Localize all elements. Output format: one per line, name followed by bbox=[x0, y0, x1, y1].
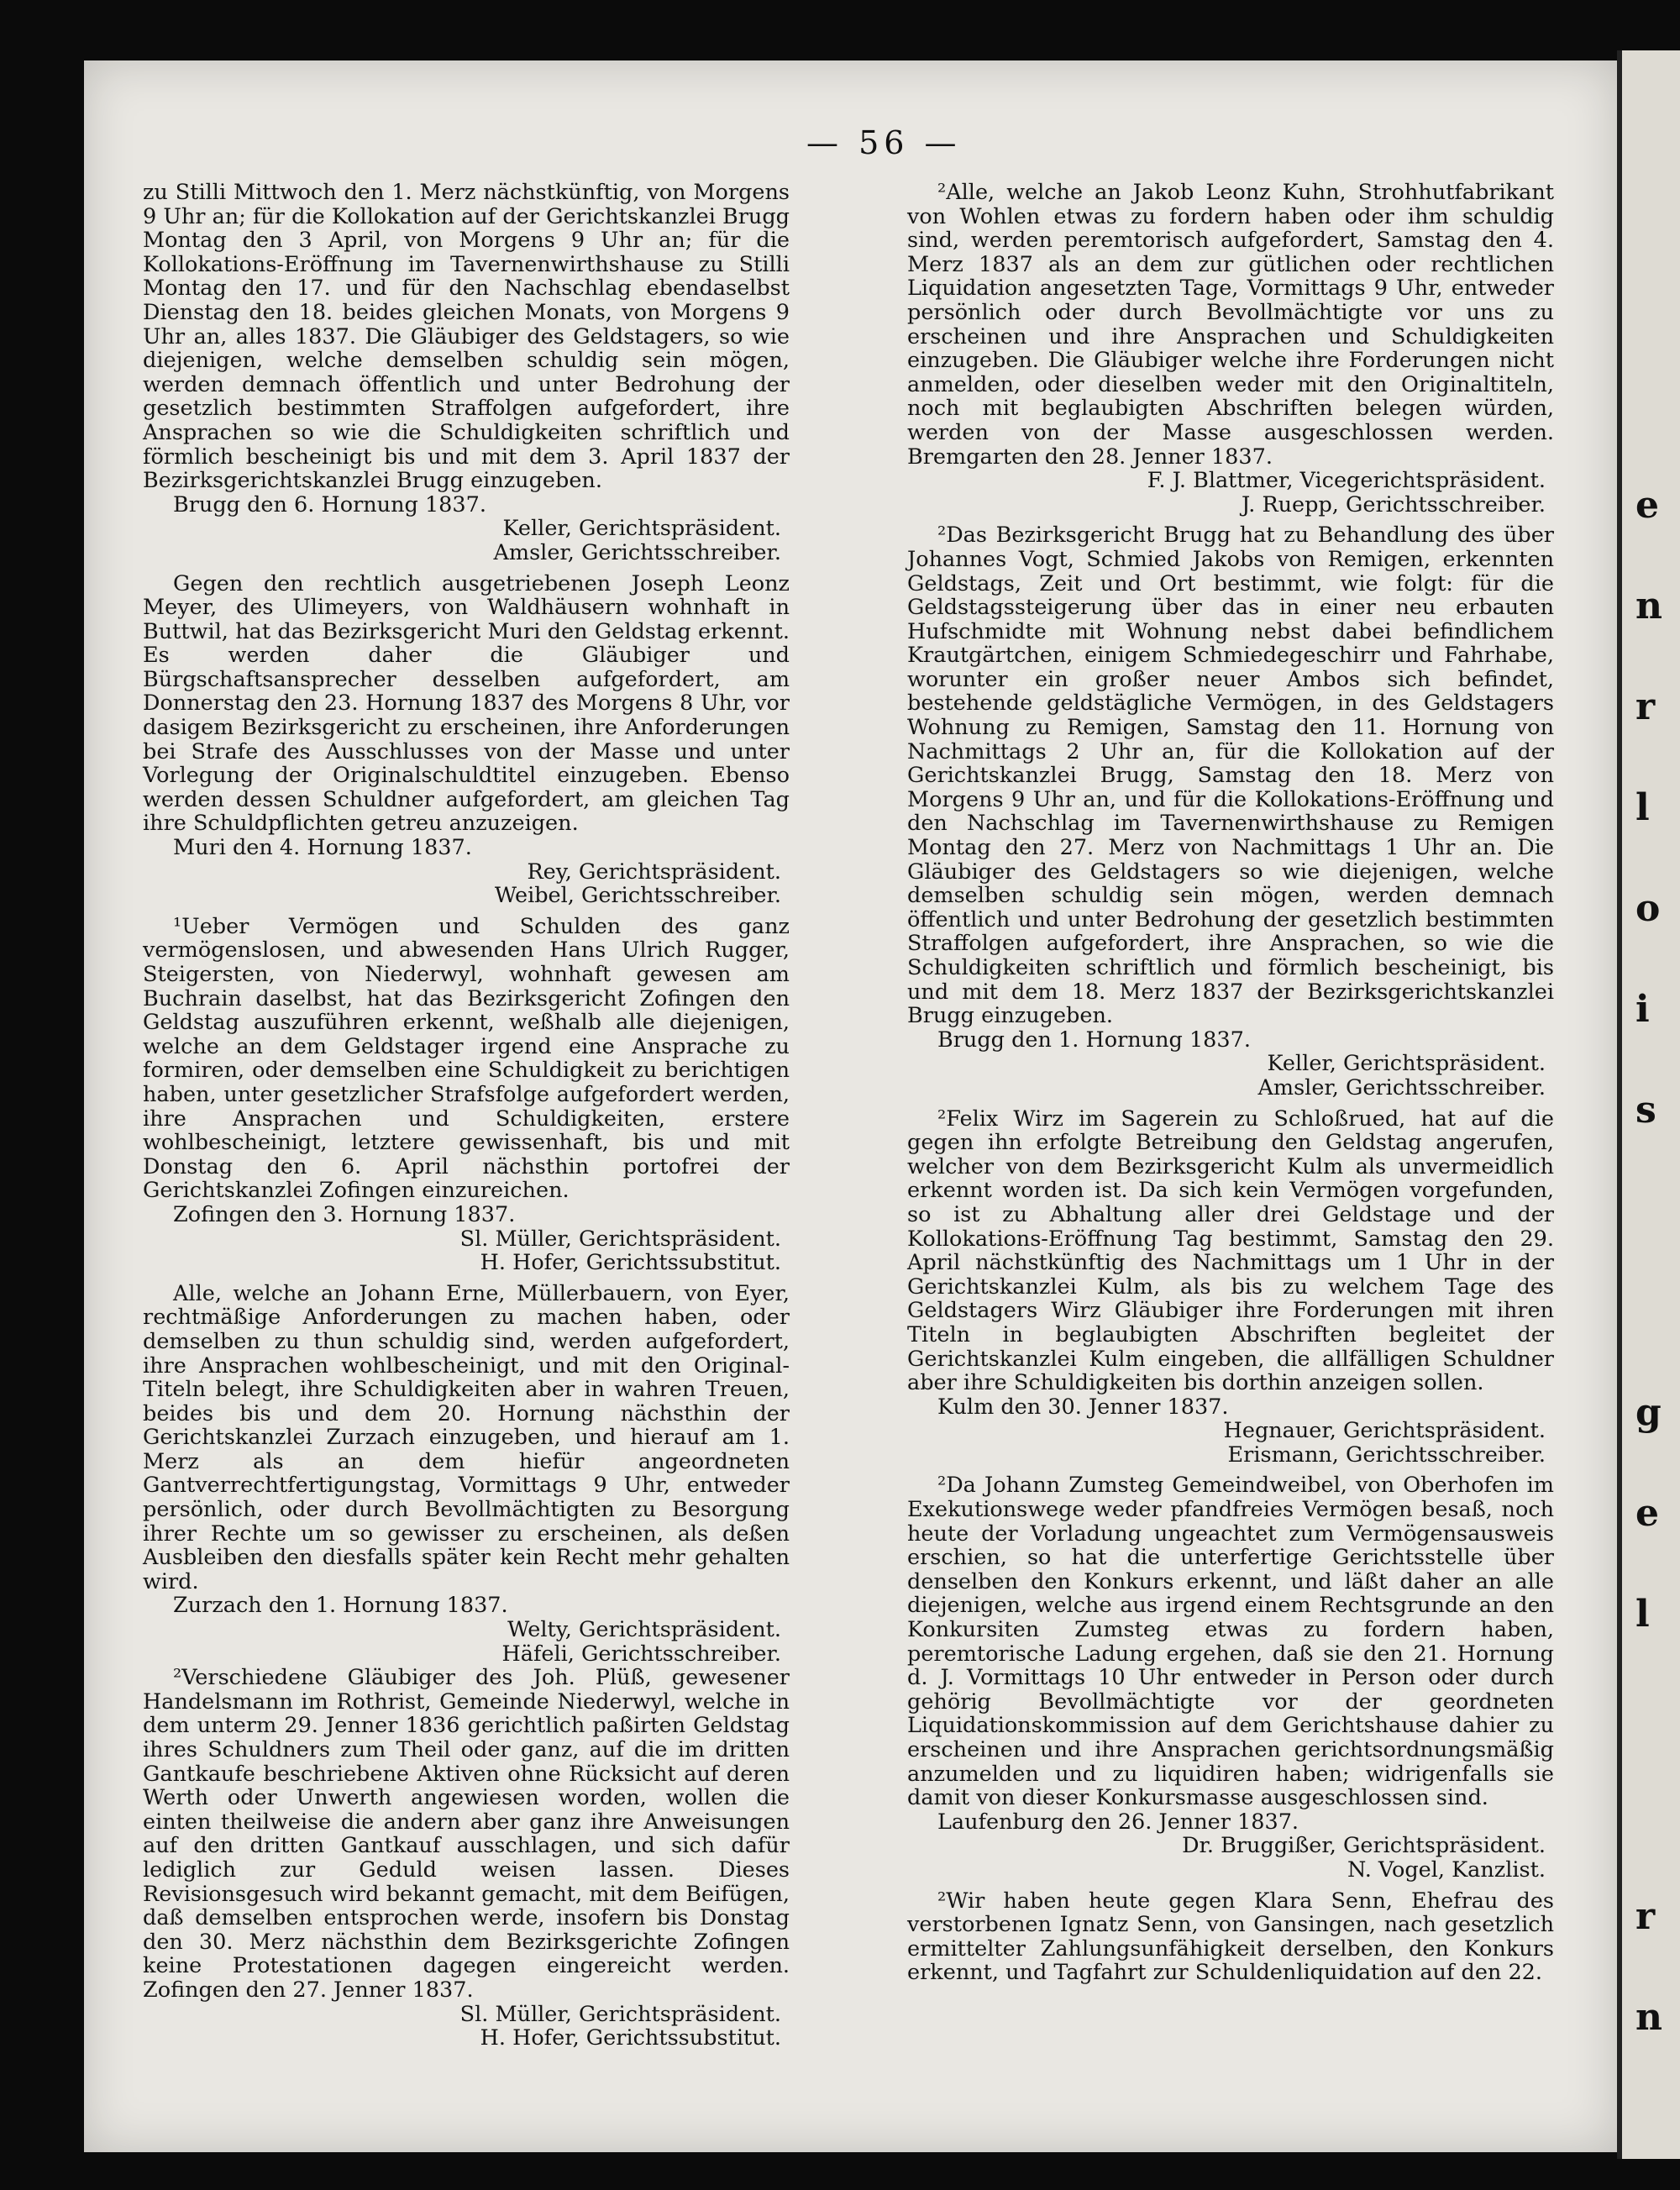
notice-signature: H. Hofer, Gerichtssubstitut. bbox=[480, 2025, 781, 2051]
notice-date: Zofingen den 3. Hornung 1837. bbox=[173, 1201, 516, 1227]
notice-date: Muri den 4. Hornung 1837. bbox=[173, 835, 472, 861]
notice-paragraph: ²Alle, welche an Jakob Leonz Kuhn, Strohhutfabrikant von Wohlen etwas zu fordern haben oder ihm schuldig sind, werden peremtorisch aufgefordert, Samstag den 4. Merz 1837 als an dem zur gütlichen oder rechtlichen Liquidation angesetzten Tage, Vormittags 9 Uhr, entweder persönlich oder durch Bevollmächtigte vor uns zu erscheinen und ihre Ansprachen und Schuldigkeiten einzugeben. Die Gläubiger welche ihre Forderungen nicht anmelden, oder dieselben weder mit den Originaltiteln, noch mit beglaubigten Abschriften belegen würden, werden von der Masse ausgeschlossen werden. Bremgarten den 28. Jenner 1837. bbox=[907, 180, 1554, 470]
edge-letter: l bbox=[1635, 786, 1650, 829]
notice-paragraph: ²Das Bezirksgericht Brugg hat zu Behandlung des über Johannes Vogt, Schmied Jakobs von Remigen, erkennten Geldstags, Zeit und Ort bestimmt, wie folgt: für die Geldstagssteigerung über das in einer neu erbauten Hufschmidte mit Wohnung nebst dabei befindlichem Krautgärtchen, einigem Schmiedegeschirr und Fahrhabe, worunter ein großer neuer Ambos sich befindet, bestehende geldstägliche Vermögen, in des Geldstagers Wohnung zu Remigen, Samstag den 11. Hornung von Nachmittags 2 Uhr an, für die Kollokation auf der Gerichtskanzlei Brugg, Samstag den 18. Merz von Morgens 9 Uhr an, und für die Kollokations-Eröffnung und den Nachschlag im Tavernenwirthshause zu Remigen Montag den 27. Merz von Nachmittags 1 Uhr an. Die Gläubiger des Geldstagers so wie diejenigen, welche demselben schuldig sein mögen, werden demnach öffentlich und unter Bedrohung der gesetzlich bestimmten Straffolgen aufgefordert, ihre Ansprachen, so wie die Schuldigkeiten schriftlich und förmlich bescheinigt, bis und mit dem 18. Merz 1837 der Bezirksgerichtskanzlei Brugg einzugeben. bbox=[907, 523, 1554, 1029]
notice-date: Laufenburg den 26. Jenner 1837. bbox=[937, 1809, 1299, 1835]
notice-signature: J. Ruepp, Gerichtsschreiber. bbox=[1241, 491, 1546, 517]
edge-letter: r bbox=[1635, 685, 1656, 728]
edge-letter: o bbox=[1635, 887, 1661, 930]
edge-letter: n bbox=[1635, 1996, 1662, 2039]
notice-signature: Keller, Gerichtspräsident. bbox=[1267, 1051, 1546, 1077]
notice-date: Brugg den 1. Hornung 1837. bbox=[937, 1027, 1251, 1053]
notice-signature: F. J. Blattmer, Vicegerichtspräsident. bbox=[1147, 468, 1546, 494]
notice-signature: Erismann, Gerichtsschreiber. bbox=[1227, 1442, 1546, 1468]
notice-signature: Häfeli, Gerichtsschreiber. bbox=[501, 1641, 781, 1667]
page-number: — 56 — bbox=[806, 124, 962, 161]
notice-signature: Amsler, Gerichtsschreiber. bbox=[493, 539, 781, 565]
notice-paragraph: ²Felix Wirz im Sagerein zu Schloßrued, hat auf die gegen ihn erfolgte Betreibung den Geldstag angerufen, welcher von dem Bezirksgericht Kulm als unvermeidlich erkennt worden ist. Da sich kein Vermögen vorgefunden, so ist zu Abhaltung aller drei Geldstage und der Kollokations-Eröffnung Tag bestimmt, Samstag den 29. April nächstkünftig des Nachmittags um 1 Uhr in der Gerichtskanzlei Kulm, als bis zu welchem Tage des Geldstagers Wirz Gläubiger ihre Forderungen mit ihren Titeln in beglaubigten Abschriften begleitet der Gerichtskanzlei Kulm eingeben, die allfälligen Schuldner aber ihre Schuldigkeiten bis dorthin anzeigen sollen. bbox=[907, 1106, 1554, 1396]
notice-paragraph: ²Wir haben heute gegen Klara Senn, Ehefrau des verstorbenen Ignatz Senn, von Gansingen, nach gesetzlich ermittelter Zahlungsunfähigkeit derselben, den Konkurs erkennt, und Tagfahrt zur Schuldenliquidation auf den 22. bbox=[907, 1888, 1554, 1986]
notice-paragraph: ¹Ueber Vermögen und Schulden des ganz vermögenslosen, und abwesenden Hans Ulrich Rugger, Steigersten, von Niederwyl, wohnhaft gewesen am Buchrain daselbst, hat das Bezirksgericht Zofingen den Geldstag auszuführen erkennt, weßhalb alle diejenigen, welche an dem Geldstager irgend eine Ansprache zu formiren, oder demselben eine Schuldigkeit zu berichtigen haben, unter gesetzlicher Strafsfolge aufgefordert werden, ihre Ansprachen und Schuldigkeiten, erstere wohlbescheinigt, letztere gewissenhaft, bis und mit Donstag den 6. April nächsthin portofrei der Gerichtskanzlei Zofingen einzureichen. bbox=[143, 913, 790, 1204]
notice-signature: Sl. Müller, Gerichtspräsident. bbox=[459, 2001, 781, 2027]
notice-paragraph: Gegen den rechtlich ausgetriebenen Joseph Leonz Meyer, des Ulimeyers, von Waldhäusern wohnhaft in Buttwil, hat das Bezirksgericht Muri den Geldstag erkennt. Es werden daher die Gläubiger und Bürgschaftsansprecher desselben aufgefordert, am Donnerstag den 23. Hornung 1837 des Morgens 8 Uhr, vor dasigem Bezirksgericht zu erscheinen, ihre Anforderungen bei Strafe des Ausschlusses von der Masse und unter Vorlegung der Originalschuldtitel einzugeben. Ebenso werden dessen Schuldner aufgefordert, am gleichen Tag ihre Schuldpflichten getreu anzuzeigen. bbox=[143, 570, 790, 837]
notice-signature: Sl. Müller, Gerichtspräsident. bbox=[459, 1226, 781, 1252]
notice-date: Zurzach den 1. Hornung 1837. bbox=[173, 1593, 508, 1619]
notice-signature: Keller, Gerichtspräsident. bbox=[502, 516, 781, 542]
notice-date: Kulm den 30. Jenner 1837. bbox=[937, 1394, 1229, 1420]
notice-signature: Rey, Gerichtspräsident. bbox=[527, 859, 781, 885]
notice-signature: Hegnauer, Gerichtspräsident. bbox=[1223, 1418, 1546, 1444]
edge-letter: e bbox=[1635, 484, 1659, 527]
notice-paragraph: ²Da Johann Zumsteg Gemeindweibel, von Oberhofen im Exekutionswege weder pfandfreies Vermögen besaß, noch heute der Vorladung ungeachtet zum Vermögensausweis erschien, so hat die unterfertige Gerichtsstelle über denselben den Konkurs erkennt, und läßt daher an alle diejenigen, welche aus irgend einem Rechtsgrunde an den Konkursiten Zumsteg etwas zu fordern haben, peremtorische Ladung ergehen, daß sie den 21. Hornung d. J. Vormittags 10 Uhr entweder in Person oder durch gehörig Bevollmächtigte vor der geordneten Liquidationskommission auf dem Gerichtshause dahier zu erscheinen und ihre Ansprachen gerichtsordnungsmäßig anzumelden und zu liquidiren haben; widrigenfalls sie damit von dieser Konkursmasse ausgeschlossen sind. bbox=[907, 1473, 1554, 1811]
notice-date: Brugg den 6. Hornung 1837. bbox=[173, 491, 486, 517]
edge-letter: r bbox=[1635, 1895, 1656, 1938]
edge-letter: g bbox=[1635, 1391, 1662, 1434]
notice-signature: Welty, Gerichtspräsident. bbox=[507, 1617, 781, 1643]
edge-letter: e bbox=[1635, 1492, 1659, 1535]
notice-signature: Dr. Bruggißer, Gerichtspräsident. bbox=[1182, 1833, 1546, 1859]
notice-signature: H. Hofer, Gerichtssubstitut. bbox=[480, 1250, 781, 1276]
edge-letter: s bbox=[1635, 1089, 1656, 1132]
edge-letter: i bbox=[1635, 988, 1650, 1031]
edge-letter: l bbox=[1635, 1593, 1650, 1636]
notice-paragraph: zu Stilli Mittwoch den 1. Merz nächstkünftig, von Morgens 9 Uhr an; für die Kollokation auf der Gerichtskanzlei Brugg Montag den 3 April, von Morgens 9 Uhr an; für die Kollokations-Eröffnung im Tavernenwirthshause zu Stilli Montag den 17. und für den Nachschlag ebendaselbst Dienstag den 18. beides gleichen Monats, von Morgens 9 Uhr an, alles 1837. Die Gläubiger des Geldstagers, so wie diejenigen, welche demselben schuldig sein mögen, werden demnach öffentlich und unter Bedrohung der gesetzlich bestimmten Straffolgen aufgefordert, ihre Ansprachen so wie die Schuldigkeiten schriftlich und förmlich bescheinigt bis und mit dem 3. April 1837 der Bezirksgerichtskanzlei Brugg einzugeben. bbox=[143, 180, 790, 494]
notice-signature: Weibel, Gerichtsschreiber. bbox=[494, 883, 781, 909]
notice-paragraph: ²Verschiedene Gläubiger des Joh. Plüß, gewesener Handelsmann im Rothrist, Gemeinde Niederwyl, welche in dem unterm 29. Jenner 1836 gerichtlich paßirten Geldstag ihres Schuldners zum Theil oder ganz, auf die im dritten Gantkaufe beschriebene Aktiven ohne Rücksicht auf deren Werth oder Unwerth angewiesen worden, wollen die einten theilweise die andern aber ganz ihre Anweisungen auf den dritten Gantkauf ausschlagen, und sich dafür lediglich zur Geduld weisen lassen. Dieses Revisionsgesuch wird bekannt gemacht, mit dem Beifügen, daß demselben entsprochen werde, insofern bis Donstag den 30. Merz nächsthin dem Bezirksgerichte Zofingen keine Protestationen dagegen eingereicht werden. Zofingen den 27. Jenner 1837. bbox=[143, 1665, 790, 2003]
left-column bbox=[143, 181, 790, 2051]
notice-signature: Amsler, Gerichtsschreiber. bbox=[1257, 1074, 1546, 1100]
right-column bbox=[907, 181, 1554, 1985]
adjacent-page-edge bbox=[1617, 50, 1680, 2159]
edge-letter: n bbox=[1635, 585, 1662, 628]
notice-signature: N. Vogel, Kanzlist. bbox=[1347, 1857, 1546, 1883]
notice-paragraph: Alle, welche an Johann Erne, Müllerbauern, von Eyer, rechtmäßige Anforderungen zu machen haben, oder demselben zu thun schuldig sind, werden aufgefordert, ihre Ansprachen wohlbescheinigt, und mit den Original-Titeln belegt, ihre Schuldigkeiten aber in wahren Treuen, beides bis und dem 20. Hornung nächsthin der Gerichtskanzlei Zurzach einzugeben, und hierauf am 1. Merz als an dem hiefür angeordneten Gantverrechtfertigungstag, Vormittags 9 Uhr, entweder persönlich, oder durch Bevollmächtigten zu Besorgung ihrer Rechte um so gewisser zu erscheinen, als deßen Ausbleiben den diesfalls später kein Recht mehr gehalten wird. bbox=[143, 1280, 790, 1594]
